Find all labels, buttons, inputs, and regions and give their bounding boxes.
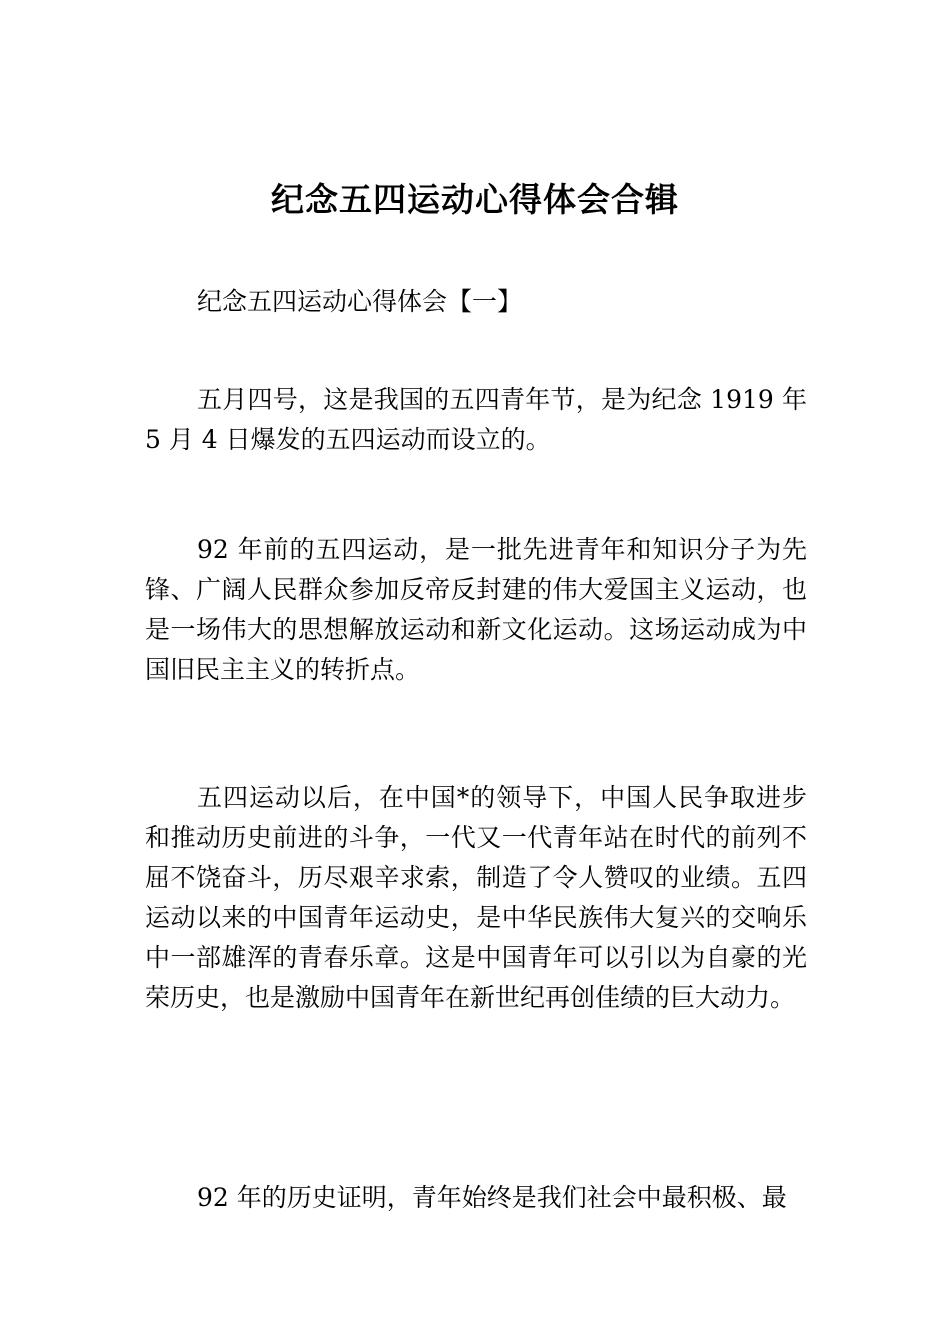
paragraph-1: 五月四号，这是我国的五四青年节，是为纪念 1919 年 5 月 4 日爆发的五四运动而设立的。 — [145, 385, 807, 454]
paragraph-4: 92 年的历史证明，青年始终是我们社会中最积极、最 — [197, 1183, 787, 1212]
document-title: 纪念五四运动心得体会合辑 — [271, 180, 679, 219]
paragraph-3: 五四运动以后，在中国*的领导下，中国人民争取进步和推动历史前进的斗争，一代又一代青年站在时代的前列不屈不饶奋斗，历尽艰辛求索，制造了令人赞叹的业绩。五四运动以来的中国青年运动史，是中华民族伟大复兴的交响乐中一部雄浑的青春乐章。这是中国青年可以引以为自豪的光荣历史，也是激励中国青年在新世纪再创佳绩的巨大动力。 — [145, 783, 807, 1012]
paragraph-2: 92 年前的五四运动，是一批先进青年和知识分子为先锋、广阔人民群众参加反帝反封建的伟大爱国主义运动，也是一场伟大的思想解放运动和新文化运动。这场运动成为中国旧民主主义的转折点。 — [145, 535, 807, 684]
section-heading: 纪念五四运动心得体会【一】 — [197, 287, 523, 316]
